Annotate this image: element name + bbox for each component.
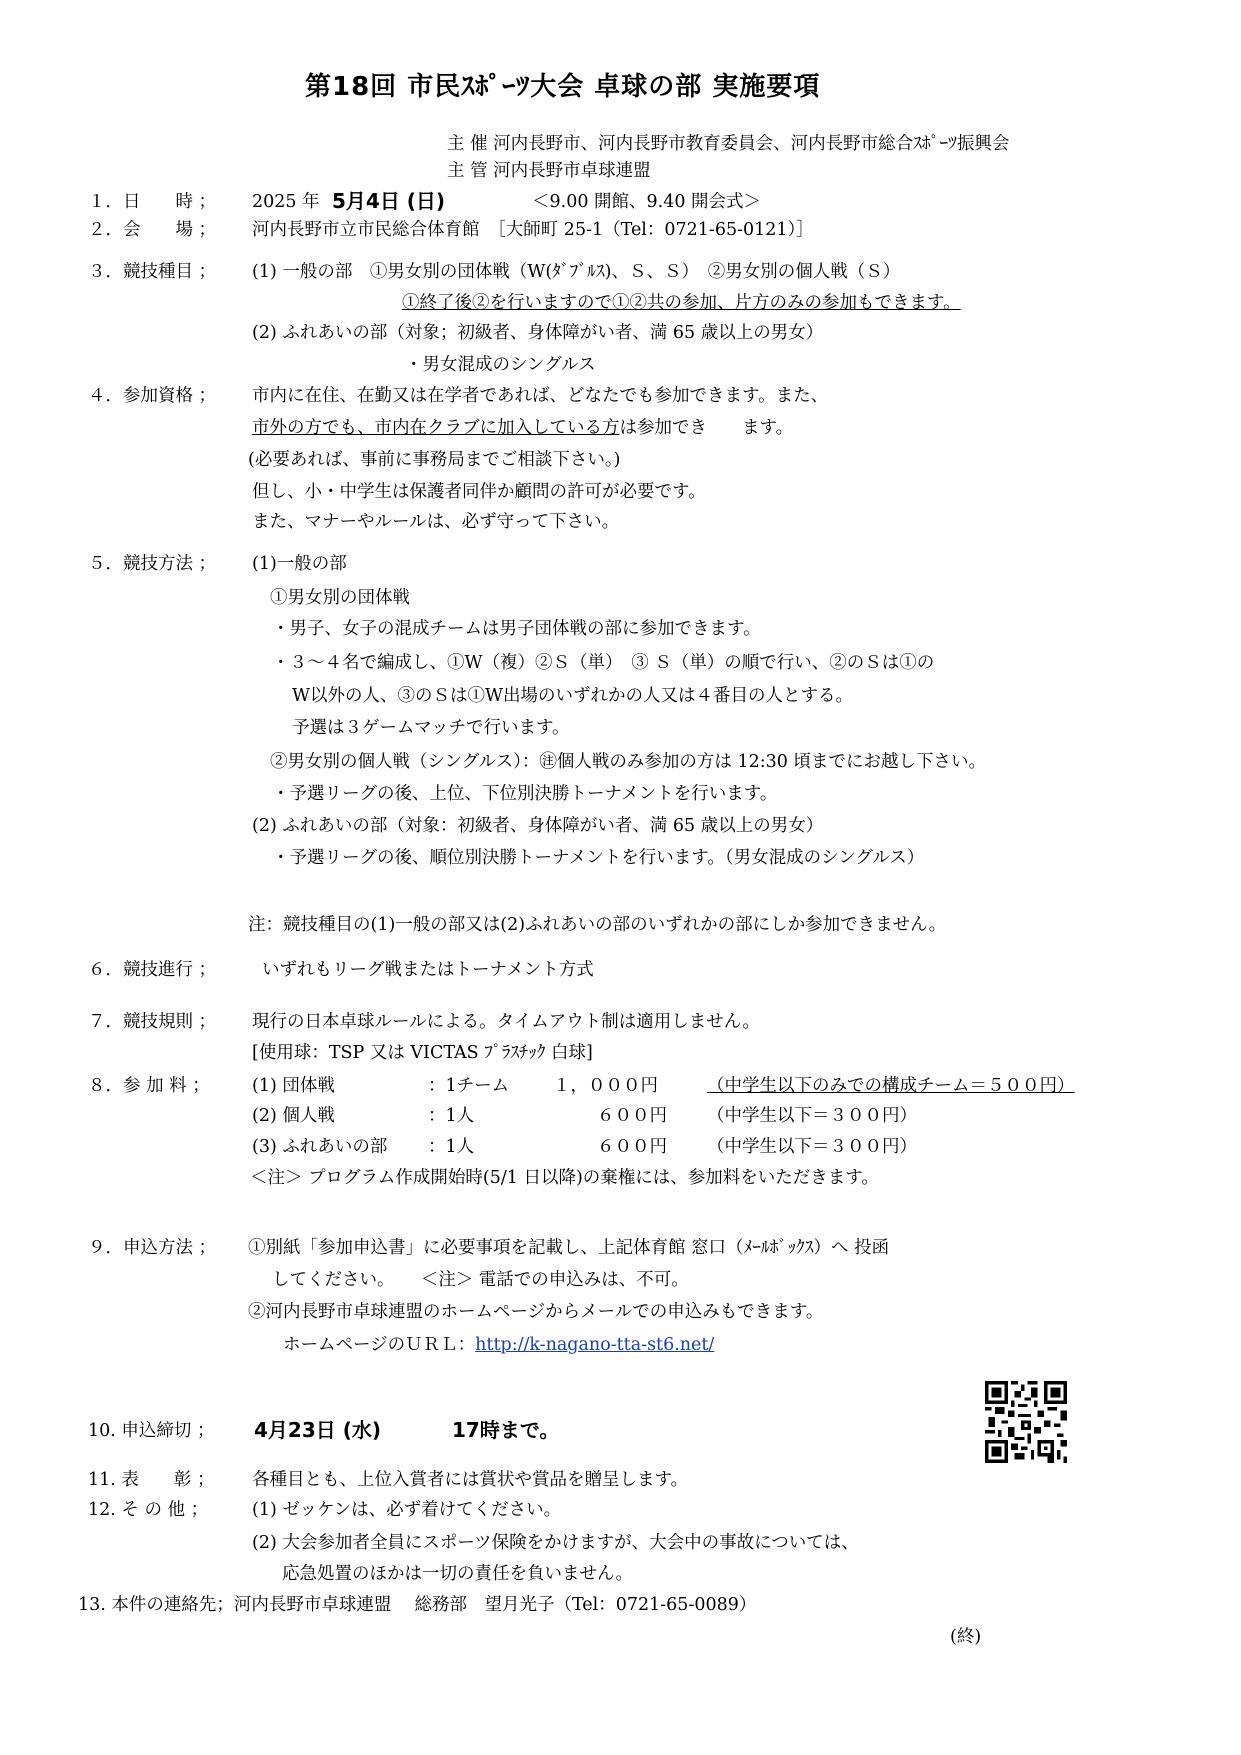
progression: いずれもリーグ戦またはトーナメント方式: [262, 960, 594, 980]
eligibility-underlined: 市外の方でも、市内在クラブに加入している方: [252, 418, 620, 438]
host-line: 主 催 河内長野市、河内長野市教育委員会、河内長野市総合ｽﾎﾟｰﾂ振興会: [447, 134, 1010, 154]
fee-row-2-item: (2) 個人戦: [252, 1106, 335, 1126]
homepage-url-label: ホームページのＵＲＬ：: [283, 1335, 476, 1355]
section-4-label: ４．参加資格 ；: [88, 386, 217, 406]
rules-line-2: [使用球：TSP 又は VICTAS ﾌﾟﾗｽﾁｯｸ 白球]: [252, 1043, 593, 1063]
section-11-label: 11. 表 彰 ；: [88, 1470, 215, 1490]
section-1-label: １．日 時 ；: [88, 192, 217, 212]
method-line-1: (1)一般の部: [252, 554, 347, 574]
method-note: 注：競技種目の(1)一般の部又は(2)ふれあいの部のいずれかの部にしか参加できません。: [248, 915, 947, 935]
eligibility-line-3: (必要あれば、事前に事務局までご相談下さい。): [248, 450, 621, 470]
rules-line-1: 現行の日本卓球ルールによる。タイムアウト制は適用しません。: [252, 1012, 760, 1032]
eligibility-line-4: 但し、小・中学生は保護者同伴か顧問の許可が必要です。: [252, 482, 706, 502]
other-line-2: (2) 大会参加者全員にスポーツ保険をかけますが、大会中の事故については、: [252, 1533, 859, 1553]
fee-row-3-note: （中学生以下＝３００円）: [707, 1137, 917, 1157]
fee-row-2-price: ６００円: [597, 1106, 667, 1126]
fee-note: ＜注＞ プログラム作成開始時(5/1 日以降)の棄権には、参加料をいただきます。: [250, 1168, 879, 1188]
page-title: 第18回 市民ｽﾎﾟｰﾂ大会 卓球の部 実施要項: [305, 72, 821, 102]
fee-row-1-note-text: （中学生以下のみでの構成チーム＝５００円）: [707, 1076, 1075, 1096]
section-7-label: ７．競技規則 ；: [88, 1012, 217, 1032]
events-line-1: (1) 一般の部 ①男女別の団体戦（W(ﾀﾞﾌﾞﾙｽ)、Ｓ、Ｓ） ②男女別の個人戦（Ｓ）: [252, 262, 901, 282]
fee-row-2-unit: ：1人: [428, 1106, 475, 1126]
application-line-2: してください。 ＜注＞ 電話での申込みは、不可。: [272, 1270, 689, 1290]
method-line-3: ・男子、女子の混成チームは男子団体戦の部に参加できます。: [272, 619, 761, 639]
contact-line: 13. 本件の連絡先；河内長野市卓球連盟 総務部 望月光子（Tel：0721-65-0089）: [78, 1595, 757, 1615]
section-5-label: ５．競技方法 ；: [88, 554, 217, 574]
management-line: 主 管 河内長野市卓球連盟: [447, 161, 651, 181]
fee-row-1-note: [707, 1078, 1075, 1096]
fee-row-3-unit: ：1人: [428, 1137, 475, 1157]
deadline-date: 4月23日 (水): [254, 1418, 381, 1442]
other-line-3: 応急処置のほかは一切の責任を負いません。: [282, 1564, 634, 1584]
section-6-label: ６．競技進行 ；: [88, 960, 217, 980]
eligibility-line-5: また、マナーやルールは、必ず守って下さい。: [252, 512, 620, 532]
application-line-1: ①別紙「参加申込書」に必要事項を記載し、上記体育館 窓口（ﾒｰﾙﾎﾞｯｸｽ）へ 投函: [248, 1238, 890, 1258]
section-12-label: 12. そ の 他 ；: [88, 1500, 209, 1520]
section-9-label: ９．申込方法 ；: [88, 1238, 217, 1258]
event-year: 2025 年: [252, 192, 320, 212]
fee-row-1-price: １，０００円: [553, 1076, 658, 1096]
homepage-url-link[interactable]: http://k-nagano-tta-st6.net/: [475, 1335, 715, 1355]
deadline-time: 17時まで。: [452, 1418, 560, 1442]
eligibility-line-2: [252, 420, 793, 438]
method-line-10: ・予選リーグの後、順位別決勝トーナメントを行います。（男女混成のシングルス）: [272, 848, 925, 868]
application-line-3: ②河内長野市卓球連盟のホームページからメールでの申込みもできます。: [248, 1302, 824, 1322]
method-line-5: W以外の人、③のＳは①W出場のいずれかの人又は４番目の人とする。: [292, 686, 853, 706]
section-8-label: ８．参 加 料 ；: [88, 1076, 210, 1096]
method-line-9: (2) ふれあいの部（対象：初級者、身体障がい者、満 65 歳以上の男女）: [252, 816, 824, 836]
other-line-1: (1) ゼッケンは、必ず着けてください。: [252, 1500, 562, 1520]
venue: 河内長野市立市民総合体育館 ［大師町 25-1（Tel：0721-65-0121）］: [252, 220, 814, 240]
section-3-label: ３．競技種目 ；: [88, 262, 217, 282]
fee-row-1-unit: ：1チーム: [428, 1076, 510, 1096]
fee-row-3-item: (3) ふれあいの部: [252, 1137, 388, 1157]
event-date: 5月4日 (日): [332, 189, 446, 213]
fee-row-2-note: （中学生以下＝３００円）: [707, 1106, 917, 1126]
events-line-3: (2) ふれあいの部（対象；初級者、身体障がい者、満 65 歳以上の男女）: [252, 323, 824, 343]
fee-row-1-item: (1) 団体戦: [252, 1076, 335, 1096]
method-line-2: ①男女別の団体戦: [270, 588, 410, 608]
events-line-4: ・男女混成のシングルス: [405, 355, 596, 375]
method-line-4: ・３～４名で編成し、①W（複）②Ｓ（単） ③ Ｓ（単）の順で行い、②のＳは①の: [272, 653, 935, 673]
eligibility-line-1: 市内に在住、在勤又は在学者であれば、どなたでも参加できます。また、: [252, 386, 829, 406]
qr-code-icon: [985, 1381, 1067, 1463]
eligibility-line-2-rest: は参加でき ます。: [619, 418, 794, 438]
awards: 各種目とも、上位入賞者には賞状や賞品を贈呈します。: [252, 1470, 689, 1490]
events-line-2: ①終了後②を行いますので①②共の参加、片方のみの参加もできます。: [402, 293, 961, 313]
section-2-label: ２．会 場 ；: [88, 220, 217, 240]
fee-row-3-price: ６００円: [597, 1137, 667, 1157]
method-line-8: ・予選リーグの後、上位、下位別決勝トーナメントを行います。: [272, 784, 778, 804]
method-line-7: ②男女別の個人戦（シングルス）：㊟個人戦のみ参加の方は 12:30 頃までにお越し下さい。: [270, 752, 986, 772]
end-mark: (終): [950, 1627, 982, 1647]
homepage-url-row: [283, 1337, 714, 1355]
section-10-label: 10. 申込締切 ；: [88, 1421, 215, 1441]
event-times: ＜9.00 開館、9.40 開会式＞: [532, 192, 762, 212]
method-line-6: 予選は３ゲームマッチで行います。: [292, 718, 570, 738]
